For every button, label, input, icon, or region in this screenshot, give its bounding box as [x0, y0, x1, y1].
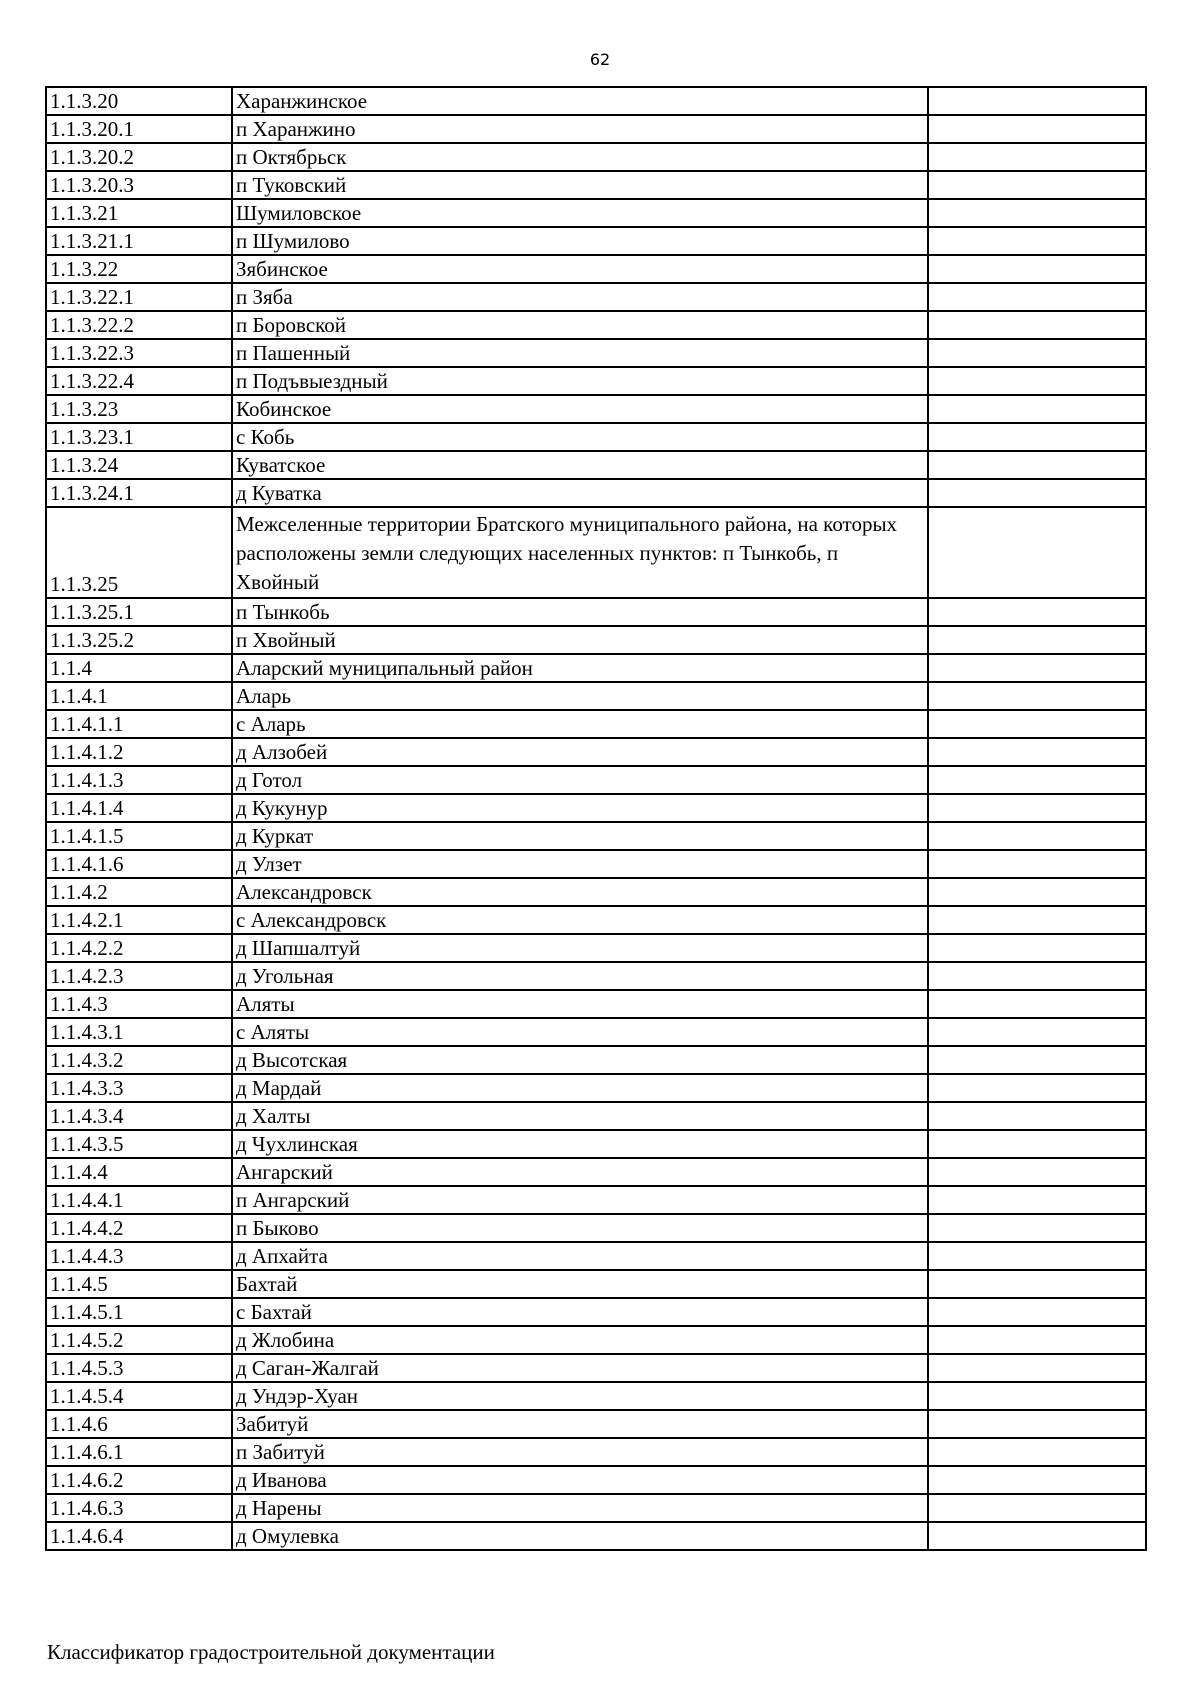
code-cell: 1.1.3.21	[46, 199, 232, 227]
empty-cell	[928, 850, 1146, 878]
table-row	[46, 1438, 1146, 1466]
empty-cell	[928, 626, 1146, 654]
table-row	[46, 311, 1146, 339]
code-cell: 1.1.4.1.1	[46, 710, 232, 738]
name-cell: д Халты	[232, 1102, 928, 1130]
empty-cell	[928, 507, 1146, 598]
code-cell: 1.1.3.22.3	[46, 339, 232, 367]
name-cell: п Туковский	[232, 171, 928, 199]
table-row	[46, 598, 1146, 626]
table-row	[46, 654, 1146, 682]
code-cell: 1.1.3.25	[46, 507, 232, 598]
table-row	[46, 283, 1146, 311]
code-cell: 1.1.4.6.1	[46, 1438, 232, 1466]
empty-cell	[928, 1242, 1146, 1270]
table-row	[46, 255, 1146, 283]
empty-cell	[928, 1410, 1146, 1438]
name-cell: Харанжинское	[232, 87, 928, 115]
code-cell: 1.1.4.3.2	[46, 1046, 232, 1074]
name-cell: д Саган-Жалгай	[232, 1354, 928, 1382]
empty-cell	[928, 479, 1146, 507]
code-cell: 1.1.4.1.5	[46, 822, 232, 850]
empty-cell	[928, 1102, 1146, 1130]
name-cell: п Шумилово	[232, 227, 928, 255]
name-cell: п Ангарский	[232, 1186, 928, 1214]
name-cell: д Куватка	[232, 479, 928, 507]
table-row	[46, 1494, 1146, 1522]
table-row	[46, 1522, 1146, 1550]
name-cell: д Жлобина	[232, 1326, 928, 1354]
code-cell: 1.1.3.24.1	[46, 479, 232, 507]
code-cell: 1.1.4.5.2	[46, 1326, 232, 1354]
name-cell: Аларь	[232, 682, 928, 710]
name-cell: п Подъвыездный	[232, 367, 928, 395]
table-row	[46, 479, 1146, 507]
name-cell: п Хвойный	[232, 626, 928, 654]
name-cell: с Бахтай	[232, 1298, 928, 1326]
empty-cell	[928, 990, 1146, 1018]
name-cell: Аляты	[232, 990, 928, 1018]
empty-cell	[928, 171, 1146, 199]
code-cell: 1.1.4.5.4	[46, 1382, 232, 1410]
empty-cell	[928, 1074, 1146, 1102]
name-cell: с Кобь	[232, 423, 928, 451]
code-cell: 1.1.4	[46, 654, 232, 682]
table-row	[46, 990, 1146, 1018]
empty-cell	[928, 87, 1146, 115]
name-cell: д Высотская	[232, 1046, 928, 1074]
code-cell: 1.1.4.1.4	[46, 794, 232, 822]
name-cell: п Пашенный	[232, 339, 928, 367]
name-cell: Куватское	[232, 451, 928, 479]
code-cell: 1.1.4.5.1	[46, 1298, 232, 1326]
code-cell: 1.1.4.1.6	[46, 850, 232, 878]
name-cell: п Октябрьск	[232, 143, 928, 171]
name-cell: д Куркат	[232, 822, 928, 850]
table-row	[46, 171, 1146, 199]
code-cell: 1.1.4.6.2	[46, 1466, 232, 1494]
name-cell: Ангарский	[232, 1158, 928, 1186]
table-row	[46, 962, 1146, 990]
table-row	[46, 738, 1146, 766]
name-cell: д Нарены	[232, 1494, 928, 1522]
table-row	[46, 87, 1146, 115]
empty-cell	[928, 227, 1146, 255]
empty-cell	[928, 395, 1146, 423]
empty-cell	[928, 423, 1146, 451]
table-row	[46, 339, 1146, 367]
name-cell: Шумиловское	[232, 199, 928, 227]
empty-cell	[928, 311, 1146, 339]
code-cell: 1.1.4.5.3	[46, 1354, 232, 1382]
table-row	[46, 1382, 1146, 1410]
name-cell: с Аляты	[232, 1018, 928, 1046]
name-cell: Забитуй	[232, 1410, 928, 1438]
empty-cell	[928, 367, 1146, 395]
empty-cell	[928, 1438, 1146, 1466]
empty-cell	[928, 1326, 1146, 1354]
code-cell: 1.1.3.22.2	[46, 311, 232, 339]
table-row	[46, 766, 1146, 794]
footer-title: Классификатор градостроительной документации	[47, 1640, 495, 1664]
code-cell: 1.1.4.2.3	[46, 962, 232, 990]
empty-cell	[928, 1046, 1146, 1074]
table-row	[46, 115, 1146, 143]
name-cell: д Улзет	[232, 850, 928, 878]
code-cell: 1.1.4.1	[46, 682, 232, 710]
table-row	[46, 1466, 1146, 1494]
table-row	[46, 1214, 1146, 1242]
table-row	[46, 1018, 1146, 1046]
empty-cell	[928, 682, 1146, 710]
empty-cell	[928, 1494, 1146, 1522]
table-row	[46, 1242, 1146, 1270]
table-row	[46, 1130, 1146, 1158]
code-cell: 1.1.3.22	[46, 255, 232, 283]
table-row	[46, 794, 1146, 822]
table-row	[46, 423, 1146, 451]
name-cell: п Забитуй	[232, 1438, 928, 1466]
classifier-table	[45, 86, 1147, 1551]
empty-cell	[928, 255, 1146, 283]
empty-cell	[928, 1214, 1146, 1242]
name-cell: п Зяба	[232, 283, 928, 311]
code-cell: 1.1.4.6	[46, 1410, 232, 1438]
empty-cell	[928, 1298, 1146, 1326]
code-cell: 1.1.4.1.3	[46, 766, 232, 794]
table-row	[46, 1046, 1146, 1074]
code-cell: 1.1.4.4.2	[46, 1214, 232, 1242]
empty-cell	[928, 339, 1146, 367]
table-row	[46, 906, 1146, 934]
empty-cell	[928, 766, 1146, 794]
empty-cell	[928, 451, 1146, 479]
table-row	[46, 395, 1146, 423]
name-cell: п Харанжино	[232, 115, 928, 143]
code-cell: 1.1.3.20	[46, 87, 232, 115]
table-body	[46, 87, 1146, 1550]
table-row	[46, 1074, 1146, 1102]
code-cell: 1.1.3.21.1	[46, 227, 232, 255]
code-cell: 1.1.4.3.4	[46, 1102, 232, 1130]
name-cell: с Аларь	[232, 710, 928, 738]
table-row	[46, 1270, 1146, 1298]
name-cell: д Чухлинская	[232, 1130, 928, 1158]
name-cell: Бахтай	[232, 1270, 928, 1298]
table-row	[46, 626, 1146, 654]
table-row	[46, 143, 1146, 171]
name-cell: п Боровской	[232, 311, 928, 339]
name-cell: д Апхайта	[232, 1242, 928, 1270]
table-row	[46, 1354, 1146, 1382]
code-cell: 1.1.3.20.2	[46, 143, 232, 171]
code-cell: 1.1.4.2.1	[46, 906, 232, 934]
table-row	[46, 199, 1146, 227]
table-row	[46, 682, 1146, 710]
code-cell: 1.1.4.3.5	[46, 1130, 232, 1158]
code-cell: 1.1.3.23	[46, 395, 232, 423]
empty-cell	[928, 1158, 1146, 1186]
name-cell: Александровск	[232, 878, 928, 906]
empty-cell	[928, 906, 1146, 934]
table-row	[46, 878, 1146, 906]
table-row	[46, 1186, 1146, 1214]
name-cell: Зябинское	[232, 255, 928, 283]
empty-cell	[928, 283, 1146, 311]
table-row	[46, 1158, 1146, 1186]
code-cell: 1.1.4.6.3	[46, 1494, 232, 1522]
name-cell: д Угольная	[232, 962, 928, 990]
empty-cell	[928, 1522, 1146, 1550]
empty-cell	[928, 1382, 1146, 1410]
empty-cell	[928, 1018, 1146, 1046]
code-cell: 1.1.4.3.3	[46, 1074, 232, 1102]
name-cell: д Готол	[232, 766, 928, 794]
table-row	[46, 822, 1146, 850]
code-cell: 1.1.4.3	[46, 990, 232, 1018]
code-cell: 1.1.4.5	[46, 1270, 232, 1298]
empty-cell	[928, 598, 1146, 626]
table-row	[46, 1102, 1146, 1130]
table-row	[46, 451, 1146, 479]
code-cell: 1.1.4.4.3	[46, 1242, 232, 1270]
table-row	[46, 507, 1146, 598]
table-row	[46, 710, 1146, 738]
code-cell: 1.1.4.3.1	[46, 1018, 232, 1046]
name-cell: д Кукунур	[232, 794, 928, 822]
name-cell: Кобинское	[232, 395, 928, 423]
empty-cell	[928, 822, 1146, 850]
empty-cell	[928, 1186, 1146, 1214]
name-cell: д Алзобей	[232, 738, 928, 766]
code-cell: 1.1.4.6.4	[46, 1522, 232, 1550]
table-row	[46, 1410, 1146, 1438]
code-cell: 1.1.3.20.1	[46, 115, 232, 143]
code-cell: 1.1.3.20.3	[46, 171, 232, 199]
name-cell: Межселенные территории Братского муниципального района, на которых расположены земли следующих населенных пунктов: п Тынкобь, п Хвойный	[232, 507, 928, 598]
code-cell: 1.1.3.23.1	[46, 423, 232, 451]
empty-cell	[928, 962, 1146, 990]
code-cell: 1.1.3.25.2	[46, 626, 232, 654]
name-cell: п Тынкобь	[232, 598, 928, 626]
table-row	[46, 367, 1146, 395]
empty-cell	[928, 878, 1146, 906]
empty-cell	[928, 934, 1146, 962]
table-row	[46, 1326, 1146, 1354]
empty-cell	[928, 1130, 1146, 1158]
name-cell: д Мардай	[232, 1074, 928, 1102]
empty-cell	[928, 794, 1146, 822]
name-cell: д Иванова	[232, 1466, 928, 1494]
name-cell: с Александровск	[232, 906, 928, 934]
page-number: 62	[589, 50, 611, 69]
code-cell: 1.1.4.2	[46, 878, 232, 906]
code-cell: 1.1.4.4	[46, 1158, 232, 1186]
empty-cell	[928, 115, 1146, 143]
code-cell: 1.1.4.1.2	[46, 738, 232, 766]
table-row	[46, 850, 1146, 878]
empty-cell	[928, 1466, 1146, 1494]
name-cell: п Быково	[232, 1214, 928, 1242]
code-cell: 1.1.4.2.2	[46, 934, 232, 962]
code-cell: 1.1.3.22.4	[46, 367, 232, 395]
table-row	[46, 934, 1146, 962]
empty-cell	[928, 199, 1146, 227]
table-row	[46, 1298, 1146, 1326]
empty-cell	[928, 143, 1146, 171]
code-cell: 1.1.3.25.1	[46, 598, 232, 626]
empty-cell	[928, 710, 1146, 738]
table-row	[46, 227, 1146, 255]
code-cell: 1.1.4.4.1	[46, 1186, 232, 1214]
name-cell: д Омулевка	[232, 1522, 928, 1550]
empty-cell	[928, 738, 1146, 766]
empty-cell	[928, 1270, 1146, 1298]
empty-cell	[928, 1354, 1146, 1382]
code-cell: 1.1.3.22.1	[46, 283, 232, 311]
code-cell: 1.1.3.24	[46, 451, 232, 479]
name-cell: д Шапшалтуй	[232, 934, 928, 962]
empty-cell	[928, 654, 1146, 682]
name-cell: д Ундэр-Хуан	[232, 1382, 928, 1410]
name-cell: Аларский муниципальный район	[232, 654, 928, 682]
